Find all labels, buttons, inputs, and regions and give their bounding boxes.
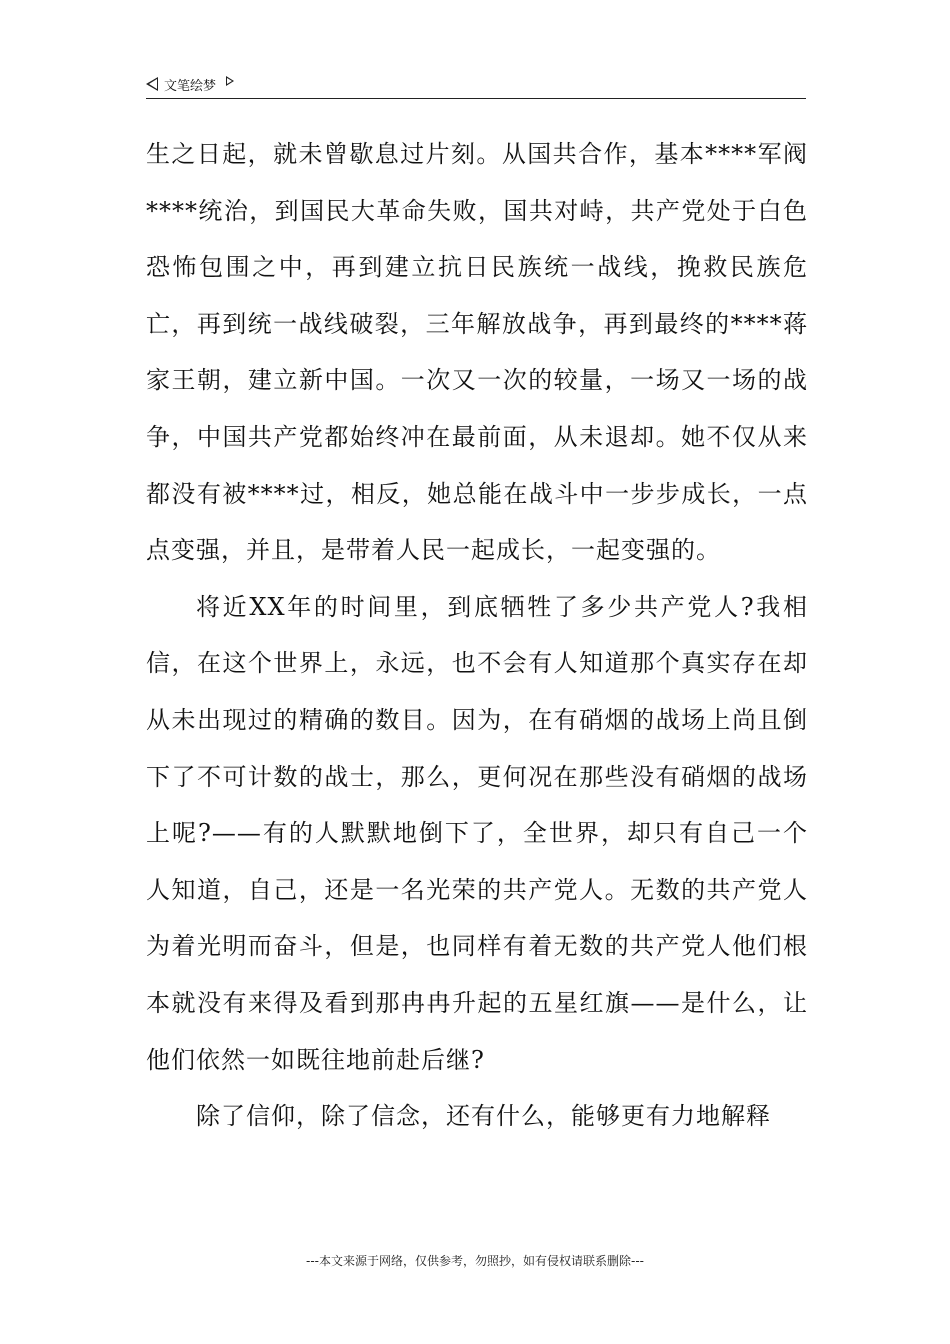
footer-notice: ---本文来源于网络，仅供参考，勿照抄，如有侵权请联系删除--- (306, 1254, 644, 1268)
page-header (146, 74, 806, 99)
brand-name: 文笔绘梦 (164, 78, 217, 94)
document-body (146, 126, 808, 1145)
paragraph-continuation: 生之日起，就未曾歇息过片刻。从国共合作，基本****军阀****统治，到国民大革命失败，国共对峙，共产党处于白色恐怖包围之中，再到建立抗日民族统一战线，挽救民族危亡，再到统一战线破裂，三年解放战争，再到最终的****蒋家王朝，建立新中国。一次又一次的较量，一场又一场的战争，中国共产党都始终冲在最前面，从未退却。她不仅从来都没有被****过，相反，她总能在战斗中一步步成长，一点点变强，并且，是带着人民一起成长，一起变强的。 (146, 140, 808, 565)
paragraph-belief: 除了信仰，除了信念，还有什么，能够更有力地解释 (196, 1102, 771, 1131)
left-triangle-icon (146, 77, 158, 91)
brand (146, 74, 234, 94)
right-triangle-icon (226, 76, 234, 86)
paragraph-sacrifice: 将近XX年的时间里，到底牺牲了多少共产党人?我相信，在这个世界上，永远，也不会有人知道那个真实存在却从未出现过的精确的数目。因为，在有硝烟的战场上尚且倒下了不可计数的战士，那么，更何况在那些没有硝烟的战场上呢?——有的人默默地倒下了，全世界，却只有自己一个人知道，自己，还是一名光荣的共产党人。无数的共产党人为着光明而奋斗，但是，也同样有着无数的共产党人他们根本就没有来得及看到那冉冉升起的五星红旗——是什么，让他们依然一如既往地前赴后继? (146, 592, 808, 1074)
